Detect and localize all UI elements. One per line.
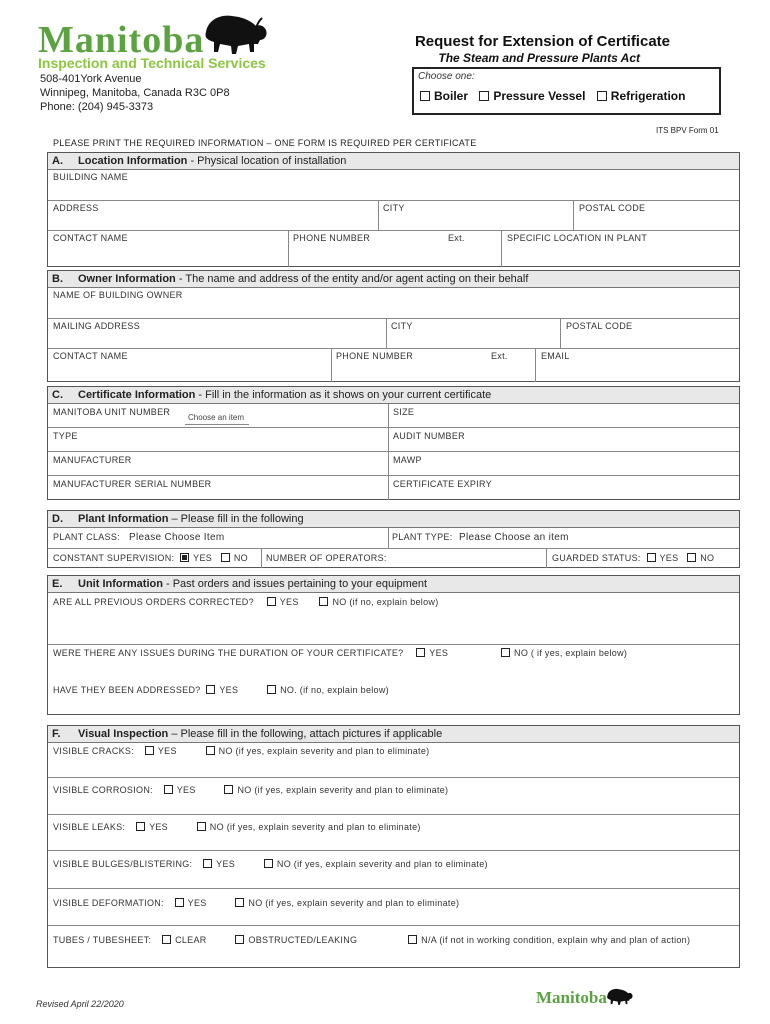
section-header: F. Visual Inspection – Please fill in the following, attach pictures if applicable — [48, 726, 739, 743]
checkbox-icon[interactable] — [319, 597, 328, 606]
section-header: A. Location Information - Physical location of installation — [48, 153, 739, 170]
address-line1: 508-401York Avenue — [40, 73, 142, 85]
option-pressure-vessel[interactable]: Pressure Vessel — [479, 89, 585, 103]
option-refrigeration[interactable]: Refrigeration — [597, 89, 686, 103]
checkbox-icon[interactable] — [647, 553, 656, 562]
owner-phone-field[interactable]: PHONE NUMBER — [336, 351, 414, 361]
owner-email-field[interactable]: EMAIL — [541, 351, 570, 361]
print-note: PLEASE PRINT THE REQUIRED INFORMATION – ONE FORM IS REQUIRED PER CERTIFICATE — [53, 138, 477, 148]
section-owner — [47, 270, 740, 382]
checkbox-icon[interactable] — [164, 785, 173, 794]
q-addressed: HAVE THEY BEEN ADDRESSED? YES NO. (if no, explain below) — [53, 685, 389, 695]
address-line2: Winnipeg, Manitoba, Canada R3C 0P8 — [40, 87, 230, 99]
logo-subtitle: Inspection and Technical Services — [38, 55, 266, 71]
checkbox-checked-icon[interactable] — [180, 553, 189, 562]
section-unit — [47, 575, 740, 715]
q-orders-corrected: ARE ALL PREVIOUS ORDERS CORRECTED? YES NO (if no, explain below) — [53, 597, 439, 607]
phone-text: Phone: (204) 945-3373 — [40, 101, 154, 113]
visible-leaks-row: VISIBLE LEAKS: YES NO (if yes, explain severity and plan to eliminate) — [53, 822, 421, 832]
checkbox-icon[interactable] — [264, 859, 273, 868]
section-header: B. Owner Information - The name and address of the entity and/or agent acting on their behalf — [48, 271, 739, 288]
address-field[interactable]: ADDRESS — [53, 203, 99, 213]
postal-code-field[interactable]: POSTAL CODE — [579, 203, 646, 213]
contact-name-field[interactable]: CONTACT NAME — [53, 233, 128, 243]
option-boiler[interactable]: Boiler — [420, 89, 468, 103]
section-plant — [47, 510, 740, 568]
section-header: E. Unit Information - Past orders and issues pertaining to your equipment — [48, 576, 739, 593]
specific-location-field[interactable]: SPECIFIC LOCATION IN PLANT — [507, 233, 648, 243]
checkbox-icon[interactable] — [224, 785, 233, 794]
building-owner-field[interactable]: NAME OF BUILDING OWNER — [53, 290, 183, 300]
checkbox-icon[interactable] — [687, 553, 696, 562]
visible-cracks-row: VISIBLE CRACKS: YES NO (if yes, explain severity and plan to eliminate) — [53, 746, 430, 756]
checkbox-icon[interactable] — [501, 648, 510, 657]
checkbox-icon[interactable] — [479, 91, 489, 101]
form-title: Request for Extension of Certificate — [414, 33, 670, 50]
visible-bulges-row: VISIBLE BULGES/BLISTERING: YES NO (if yes, explain severity and plan to eliminate) — [53, 859, 488, 869]
checkbox-icon[interactable] — [221, 553, 230, 562]
checkbox-icon[interactable] — [206, 746, 215, 755]
section-certificate — [47, 386, 740, 500]
owner-contact-name-field[interactable]: CONTACT NAME — [53, 351, 128, 361]
plant-type-label: PLANT TYPE: — [392, 532, 453, 542]
q-issues-duration: WERE THERE ANY ISSUES DURING THE DURATION OF YOUR CERTIFICATE? YES NO ( if yes, explain below) — [53, 648, 628, 658]
section-header: D. Plant Information – Please fill in the following — [48, 511, 739, 528]
checkbox-icon[interactable] — [136, 822, 145, 831]
checkbox-icon[interactable] — [206, 685, 215, 694]
checkbox-icon[interactable] — [408, 935, 417, 944]
checkbox-icon[interactable] — [597, 91, 607, 101]
size-field[interactable]: SIZE — [393, 407, 415, 417]
checkbox-icon[interactable] — [203, 859, 212, 868]
checkbox-icon[interactable] — [197, 822, 206, 831]
serial-number-field[interactable]: MANUFACTURER SERIAL NUMBER — [53, 479, 212, 489]
type-field[interactable]: TYPE — [53, 431, 78, 441]
section-location — [47, 152, 740, 267]
building-name-field[interactable]: BUILDING NAME — [53, 172, 128, 182]
footer-manitoba-logo: Manitoba — [536, 988, 607, 1007]
unit-number-dropdown[interactable]: Choose an item — [185, 411, 249, 425]
checkbox-icon[interactable] — [267, 597, 276, 606]
checkbox-icon[interactable] — [267, 685, 276, 694]
checkbox-icon[interactable] — [235, 935, 244, 944]
visible-corrosion-row: VISIBLE CORROSION: YES NO (if yes, explain severity and plan to eliminate) — [53, 785, 449, 795]
manitoba-logo: Manitoba — [38, 19, 205, 61]
checkbox-icon[interactable] — [175, 898, 184, 907]
plant-type-dropdown[interactable]: Please Choose an item — [459, 532, 569, 543]
owner-postal-code-field[interactable]: POSTAL CODE — [566, 321, 633, 331]
equipment-options — [420, 89, 685, 103]
ext-field[interactable]: Ext. — [448, 233, 465, 243]
mawp-field[interactable]: MAWP — [393, 455, 422, 465]
certificate-expiry-field[interactable]: CERTIFICATE EXPIRY — [393, 479, 492, 489]
checkbox-icon[interactable] — [235, 898, 244, 907]
plant-class-dropdown[interactable]: Please Choose Item — [129, 532, 225, 543]
form-id: ITS BPV Form 01 — [656, 126, 719, 135]
checkbox-icon[interactable] — [420, 91, 430, 101]
guarded-status-field: GUARDED STATUS: YES NO — [552, 553, 715, 563]
owner-ext-field[interactable]: Ext. — [491, 351, 508, 361]
phone-number-field[interactable]: PHONE NUMBER — [293, 233, 371, 243]
checkbox-icon[interactable] — [162, 935, 171, 944]
constant-supervision-field: CONSTANT SUPERVISION: YES NO — [53, 553, 248, 563]
owner-city-field[interactable]: CITY — [391, 321, 413, 331]
section-header: C. Certificate Information - Fill in the information as it shows on your current certificate — [48, 387, 739, 404]
equipment-type-box — [412, 67, 721, 115]
visible-deformation-row: VISIBLE DEFORMATION: YES NO (if yes, explain severity and plan to eliminate) — [53, 898, 460, 908]
checkbox-icon[interactable] — [416, 648, 425, 657]
manufacturer-field[interactable]: MANUFACTURER — [53, 455, 132, 465]
city-field[interactable]: CITY — [383, 203, 405, 213]
audit-number-field[interactable]: AUDIT NUMBER — [393, 431, 465, 441]
footer-bison-icon — [604, 986, 634, 1008]
choose-label: Choose one: — [418, 71, 475, 82]
unit-number-field: MANITOBA UNIT NUMBER — [53, 407, 171, 417]
revised-date: Revised April 22/2020 — [36, 999, 124, 1009]
mailing-address-field[interactable]: MAILING ADDRESS — [53, 321, 141, 331]
section-visual-inspection — [47, 725, 740, 968]
tubes-row: TUBES / TUBESHEET: CLEAR OBSTRUCTED/LEAKING N/A (if not in working condition, explain why and plan of action) — [53, 935, 691, 945]
checkbox-icon[interactable] — [145, 746, 154, 755]
num-operators-field[interactable]: NUMBER OF OPERATORS: — [266, 553, 387, 563]
plant-class-label: PLANT CLASS: — [53, 532, 120, 542]
form-subtitle: The Steam and Pressure Plants Act — [438, 51, 640, 65]
bison-icon — [198, 10, 270, 60]
